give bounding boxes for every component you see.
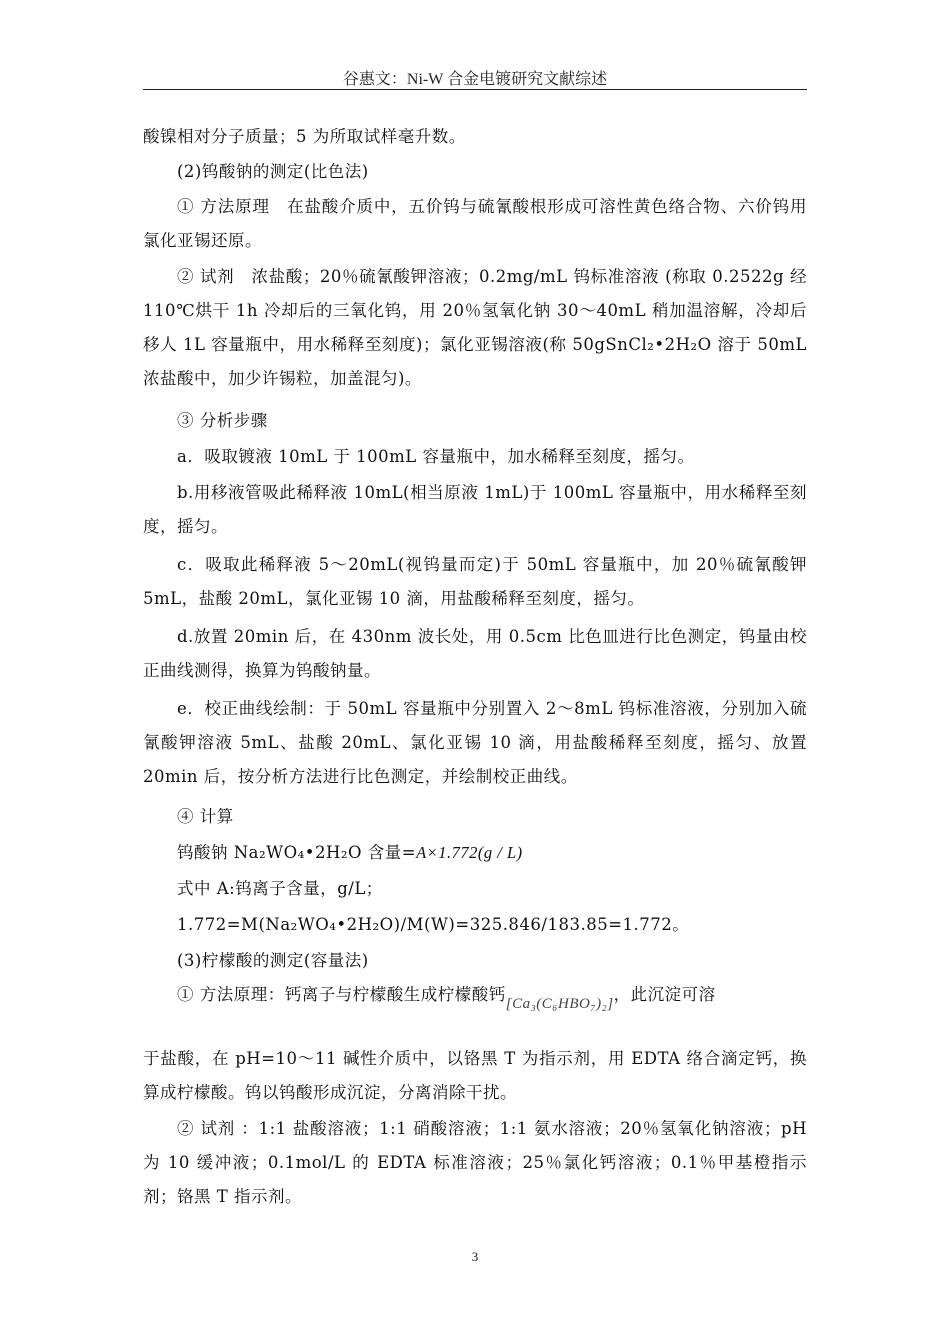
paragraph: 式中 A:钨离子含量，g/L； xyxy=(177,879,383,898)
paragraph: 1.772=M(Na₂WO₄•2H₂O)/M(W)=325.846/183.85=1.772。 xyxy=(177,915,690,934)
paragraph: 于盐酸，在 pH=10～11 碱性介质中，以铬黑 T 为指示剂，用 EDTA 络合滴定钙，换算成柠檬酸。钨以钨酸形成沉淀，分离消除干扰。 xyxy=(143,1049,807,1102)
section-heading: (3)柠檬酸的测定(容量法) xyxy=(177,951,369,970)
formula-prefix: 钨酸钠 Na₂WO₄•2H₂O 含量= xyxy=(177,843,417,862)
principle-suffix: ，此沉淀可溶 xyxy=(613,985,716,1004)
list-item: b.用移液管吸此稀释液 10mL(相当原液 1mL)于 100mL 容量瓶中，用水稀释至刻度，摇匀。 xyxy=(143,483,807,536)
paragraph: 酸镍相对分子质量；5 为所取试样毫升数。 xyxy=(143,127,466,146)
page-number: 3 xyxy=(471,1249,479,1264)
paragraph: ① 方法原理 在盐酸介质中，五价钨与硫氰酸根形成可溶性黄色络合物、六价钨用氯化亚锡还原。 xyxy=(143,197,807,250)
principle-line xyxy=(143,978,807,1013)
subheading: ④ 计算 xyxy=(177,807,234,826)
paragraph: ② 试剂 ：1:1 盐酸溶液；1:1 硝酸溶液；1:1 氨水溶液；20％氢氧化钠溶液；pH 为 10 缓冲液；0.1mol/L 的 EDTA 标准溶液；25％氯化钙溶液；0.1％甲基橙指示剂；铬黑 T 指示剂。 xyxy=(143,1119,807,1206)
paragraph: ② 试剂 浓盐酸；20％硫氰酸钾溶液；0.2mg/mL 钨标准溶液 (称取 0.2522g 经 110℃烘干 1h 冷却后的三氧化钨，用 20％氢氧化钠 30～40mL 稍加温溶解，冷却后移人 1L 容量瓶中，用水稀释至刻度)；氯化亚锡溶液(称 50gSnCl₂•2H₂O 溶于 50mL 浓盐酸中，加少许锡粒，加盖混匀)。 xyxy=(143,267,807,388)
formula-expression: A×1.772(g / L) xyxy=(416,843,523,862)
section-heading: (2)钨酸钠的测定(比色法) xyxy=(177,162,369,181)
header-rule xyxy=(143,89,807,90)
list-item: c．吸取此稀释液 5～20mL(视钨量而定)于 50mL 容量瓶中，加 20％硫氰酸钾 5mL，盐酸 20mL，氯化亚锡 10 滴，用盐酸稀释至刻度，摇匀。 xyxy=(143,555,807,608)
formula-line xyxy=(143,836,807,870)
running-header: 谷惠文：Ni-W 合金电镀研究文献综述 xyxy=(342,71,608,88)
list-item: e．校正曲线绘制：于 50mL 容量瓶中分别置入 2～8mL 钨标准溶液，分别加入硫氰酸钾溶液 5mL、盐酸 20mL、氯化亚锡 10 滴，用盐酸稀释至刻度，摇匀、放置 20min 后，按分析方法进行比色测定，并绘制校正曲线。 xyxy=(143,699,807,786)
principle-formula: [Ca₃(C₆HBO₇)₂] xyxy=(505,996,614,1012)
list-item: d.放置 20min 后，在 430nm 波长处，用 0.5cm 比色皿进行比色测定，钨量由校正曲线测得，换算为钨酸钠量。 xyxy=(143,627,807,680)
principle-prefix: ① 方法原理：钙离子与柠檬酸生成柠檬酸钙 xyxy=(177,985,506,1004)
list-item: a．吸取镀液 10mL 于 100mL 容量瓶中，加水稀释至刻度，摇匀。 xyxy=(177,447,695,466)
subheading: ③ 分析步骤 xyxy=(177,411,268,430)
